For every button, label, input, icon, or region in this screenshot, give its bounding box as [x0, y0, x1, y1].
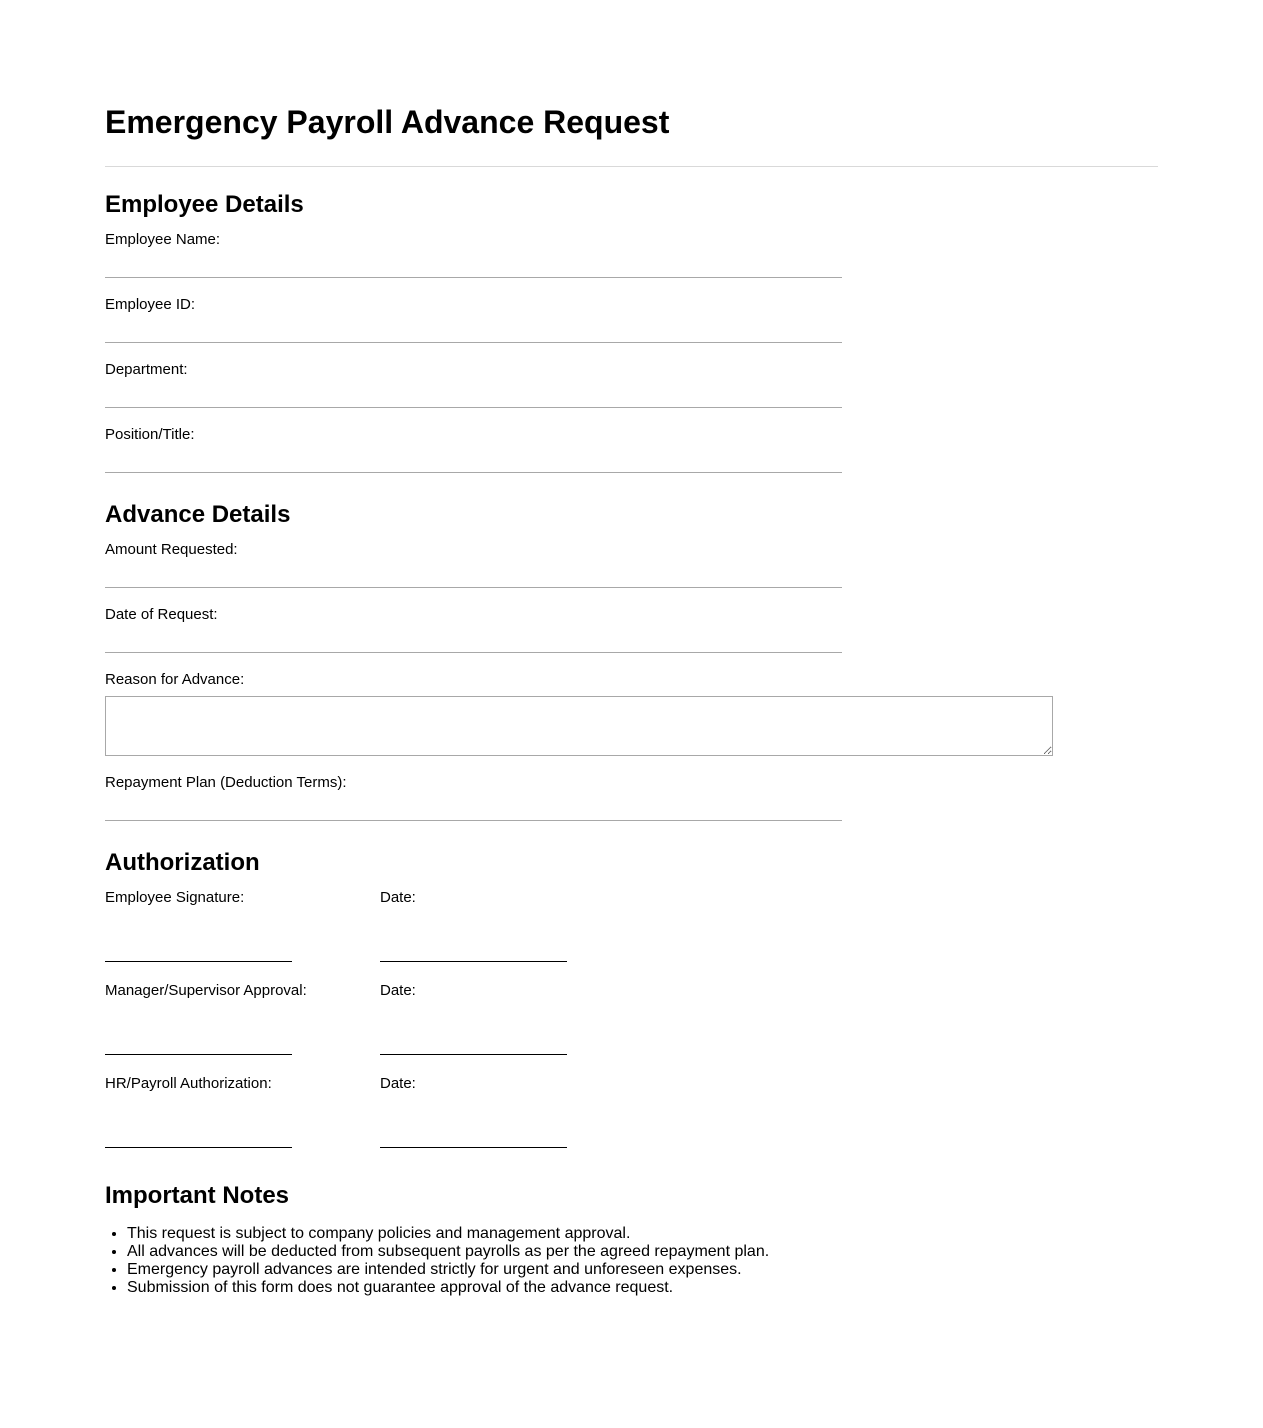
important-notes-heading: Important Notes — [105, 1182, 290, 1209]
manager-approval-date-label: Date: — [380, 982, 416, 999]
reason-label: Reason for Advance: — [105, 671, 245, 688]
manager-approval-label: Manager/Supervisor Approval: — [105, 982, 307, 999]
employee-name-label: Employee Name: — [105, 231, 221, 248]
manager-approval-line[interactable] — [105, 1054, 292, 1055]
position-title-input[interactable] — [105, 450, 842, 473]
hr-authorization-date-label: Date: — [380, 1075, 416, 1092]
amount-requested-label: Amount Requested: — [105, 541, 238, 558]
hr-authorization-date-line[interactable] — [380, 1147, 567, 1148]
department-input[interactable] — [105, 385, 842, 408]
employee-signature-line[interactable] — [105, 961, 292, 962]
list-item: • This request is subject to company policies and management approval. — [127, 1225, 769, 1243]
page-title: Emergency Payroll Advance Request — [105, 104, 670, 140]
amount-requested-input[interactable] — [105, 565, 842, 588]
reason-textarea[interactable] — [105, 696, 1053, 756]
repayment-plan-input[interactable] — [105, 798, 842, 821]
list-item: • All advances will be deducted from subsequent payrolls as per the agreed repayment plan. — [127, 1243, 769, 1261]
authorization-heading: Authorization — [105, 849, 260, 876]
notes-list — [105, 1225, 769, 1297]
hr-authorization-line[interactable] — [105, 1147, 292, 1148]
manager-approval-date-line[interactable] — [380, 1054, 567, 1055]
employee-signature-label: Employee Signature: — [105, 889, 245, 906]
list-item: • Emergency payroll advances are intended strictly for urgent and unforeseen expenses. — [127, 1261, 769, 1279]
employee-signature-date-label: Date: — [380, 889, 416, 906]
date-of-request-label: Date of Request: — [105, 606, 218, 623]
advance-details-heading: Advance Details — [105, 501, 291, 528]
title-divider — [105, 166, 1158, 167]
employee-details-heading: Employee Details — [105, 191, 304, 218]
employee-signature-date-line[interactable] — [380, 961, 567, 962]
employee-id-label: Employee ID: — [105, 296, 196, 313]
repayment-plan-label: Repayment Plan (Deduction Terms): — [105, 774, 347, 791]
date-of-request-input[interactable] — [105, 630, 842, 653]
list-item: • Submission of this form does not guarantee approval of the advance request. — [127, 1279, 769, 1297]
employee-id-input[interactable] — [105, 320, 842, 343]
employee-name-input[interactable] — [105, 255, 842, 278]
position-title-label: Position/Title: — [105, 426, 195, 443]
department-label: Department: — [105, 361, 188, 378]
hr-authorization-label: HR/Payroll Authorization: — [105, 1075, 272, 1092]
